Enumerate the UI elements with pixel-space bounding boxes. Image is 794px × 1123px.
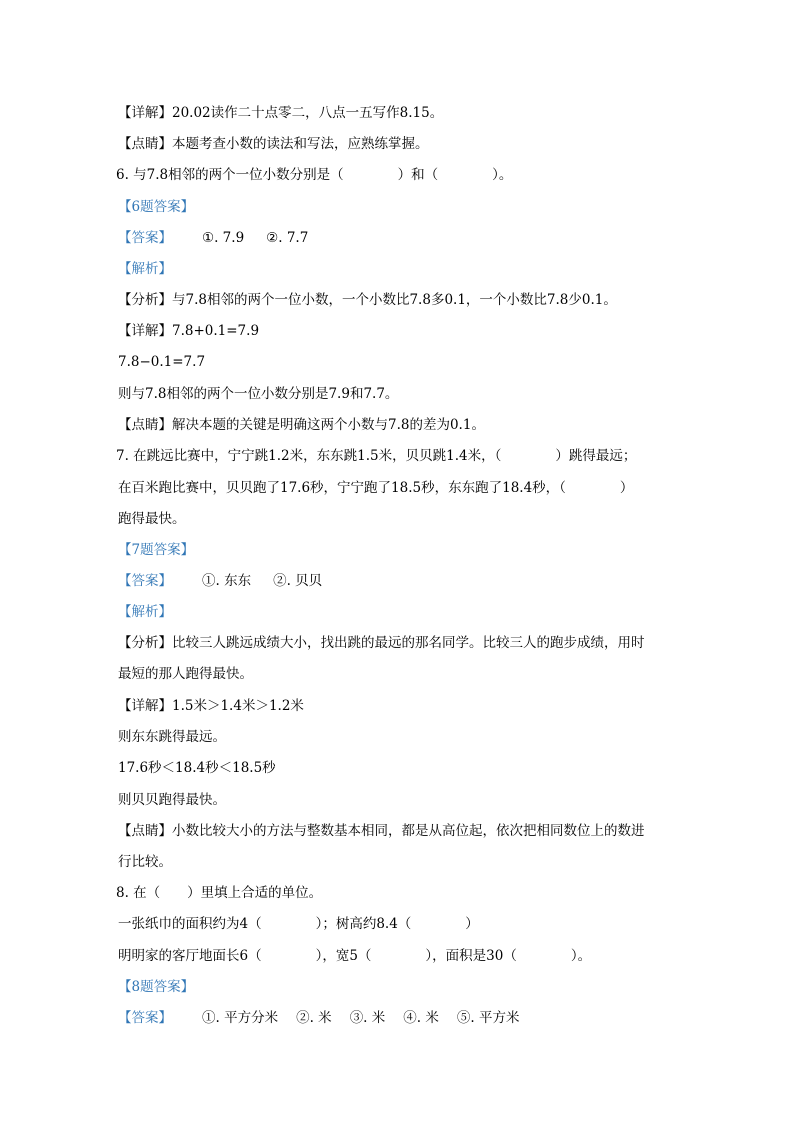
analysis-heading: 【解析】 [118, 604, 172, 620]
detail-line: 【详解】7.8+0.1=7.9 [118, 323, 260, 339]
answer-line-6 [118, 228, 308, 248]
detail-line: 【详解】20.02读作二十点零二，八点一五写作8.15。 [118, 105, 444, 121]
answer-item: ③. 米 [349, 1010, 386, 1026]
comment-line: 【点睛】小数比较大小的方法与整数基本相同，都是从高位起，依次把相同数位上的数进 [118, 823, 645, 839]
question-6: 6. 与7.8相邻的两个一位小数分别是（ ）和（ ）。 [116, 167, 513, 183]
text-line: 则贝贝跑得最快。 [118, 792, 226, 808]
text-line: 17.6秒＜18.4秒＜18.5秒 [118, 760, 276, 776]
answer-item: ②. 米 [296, 1010, 332, 1026]
answer-item: ①. 7.9 [202, 230, 245, 246]
text-line: 则与7.8相邻的两个一位小数分别是7.9和7.7。 [118, 386, 399, 402]
analysis-line: 【分析】与7.8相邻的两个一位小数，一个小数比7.8多0.1，一个小数比7.8少0.1。 [118, 292, 617, 308]
detail-line: 【详解】1.5米＞1.4米＞1.2米 [118, 698, 304, 714]
question-7-cont: 在百米跑比赛中，贝贝跑了17.6秒，宁宁跑了18.5秒，东东跑了18.4秒，（ ） [118, 480, 634, 496]
answer-heading-6: 【6题答案】 [118, 199, 195, 215]
comment-line: 行比较。 [118, 854, 172, 870]
text-line: 则东东跳得最远。 [118, 729, 226, 745]
answer-item: ②. 7.7 [266, 230, 309, 246]
answer-line-8 [118, 1008, 519, 1028]
question-7-cont: 跑得最快。 [118, 511, 186, 527]
answer-item: ①. 平方分米 [202, 1010, 279, 1026]
comment-line: 【点睛】解决本题的关键是明确这两个小数与7.8的差为0.1。 [118, 417, 485, 433]
question-8-cont: 明明家的客厅地面长6（ ），宽5（ ），面积是30（ ）。 [118, 948, 592, 964]
analysis-heading: 【解析】 [118, 261, 172, 277]
answer-line-7 [118, 571, 322, 591]
answer-heading-8: 【8题答案】 [118, 979, 195, 995]
answer-label: 【答案】 [118, 230, 172, 246]
question-8-cont: 一张纸巾的面积约为4（ ）；树高约8.4（ ） [118, 916, 479, 932]
answer-item: ④. 米 [403, 1010, 439, 1026]
answer-item: ①. 东东 [202, 573, 252, 589]
answer-item: ⑤. 平方米 [456, 1010, 520, 1026]
question-8: 8. 在（ ）里填上合适的单位。 [116, 885, 323, 901]
analysis-line: 【分析】比较三人跳远成绩大小，找出跳的最远的那名同学。比较三人的跑步成绩，用时 [118, 635, 645, 651]
question-7: 7. 在跳远比赛中，宁宁跳1.2米，东东跳1.5米，贝贝跳1.4米，（ ）跳得最远； [116, 448, 637, 464]
answer-label: 【答案】 [118, 1010, 172, 1026]
comment-line: 【点睛】本题考查小数的读法和写法，应熟练掌握。 [118, 136, 429, 152]
answer-label: 【答案】 [118, 573, 172, 589]
analysis-line: 最短的那人跑得最快。 [118, 666, 253, 682]
answer-heading-7: 【7题答案】 [118, 542, 195, 558]
text-line: 7.8−0.1=7.7 [118, 354, 206, 370]
answer-item: ②. 贝贝 [273, 573, 323, 589]
